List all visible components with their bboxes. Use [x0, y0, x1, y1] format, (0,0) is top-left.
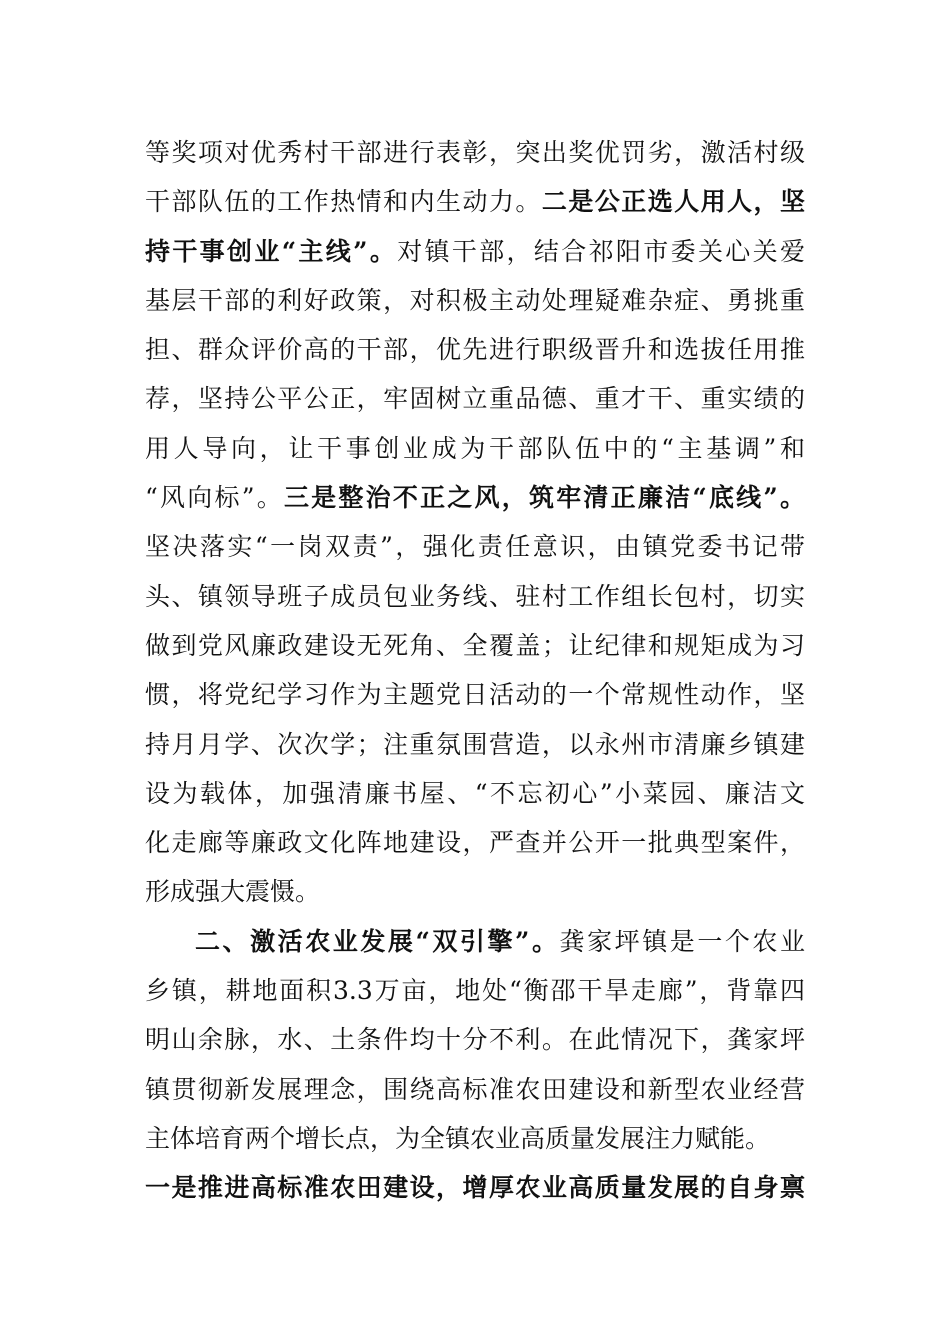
text-segment: 镇贯彻新发展理念，围绕高标准农田建设和新型农业经营	[145, 1074, 805, 1104]
text-segment: 荐，坚持公平公正，牢固树立重品德、重才干、重实绩的	[145, 384, 805, 414]
text-line	[145, 867, 805, 916]
text-line	[145, 1065, 805, 1114]
text-line	[145, 424, 805, 473]
text-line	[145, 720, 805, 769]
document-body	[145, 128, 805, 1213]
text-line	[145, 572, 805, 621]
text-segment: 惯，将党纪学习作为主题党日活动的一个常规性动作，坚	[145, 680, 805, 710]
bold-text-segment: 一是推进高标准农田建设，增厚农业高质量发展的自身禀	[145, 1173, 805, 1203]
text-segment: 龚家坪镇是一个农业	[559, 926, 805, 956]
text-line	[145, 818, 805, 867]
text-line	[145, 374, 805, 423]
text-line	[145, 1015, 805, 1064]
text-segment: 明山余脉，水、土条件均十分不利。在此情况下，龚家坪	[145, 1025, 805, 1055]
text-line	[145, 227, 805, 276]
text-segment: 对镇干部，结合祁阳市委关心关爱	[397, 236, 805, 266]
text-segment: 主体培育两个增长点，为全镇农业高质量发展注力赋能。	[145, 1123, 771, 1153]
text-segment: “风向标”。	[145, 483, 284, 513]
text-segment: 形成强大震慑。	[145, 877, 321, 907]
text-segment: 做到党风廉政建设无死角、全覆盖；让纪律和规矩成为习	[145, 630, 805, 660]
text-segment: 等奖项对优秀村干部进行表彰，突出奖优罚劣，激活村级	[145, 138, 805, 167]
text-line	[145, 276, 805, 325]
text-segment: 乡镇，耕地面积3.3万亩，地处“衡邵干旱走廊”，背靠四	[145, 976, 805, 1006]
text-segment: 持月月学、次次学；注重氛围营造，以永州市清廉乡镇建	[145, 729, 805, 759]
text-line	[145, 966, 805, 1015]
text-segment: 用人导向，让干事创业成为干部队伍中的“主基调”和	[145, 433, 805, 463]
text-segment: 基层干部的利好政策，对积极主动处理疑难杂症、勇挑重	[145, 285, 805, 315]
text-line	[145, 670, 805, 719]
text-line	[145, 325, 805, 374]
bold-text-segment: 持干事创业“主线”。	[145, 236, 398, 266]
text-segment: 坚决落实“一岗双责”，强化责任意识，由镇党委书记带	[145, 532, 805, 562]
text-line	[145, 1163, 805, 1212]
text-segment: 干部队伍的工作热情和内生动力。	[145, 187, 542, 217]
bold-text-segment: 三是整治不正之风，筑牢清正廉洁“底线”。	[283, 483, 806, 513]
bold-text-segment: 二、激活农业发展“双引擎”。	[195, 926, 560, 956]
text-line	[145, 917, 805, 966]
text-line	[145, 177, 805, 226]
text-segment: 化走廊等廉政文化阵地建设，严查并公开一批典型案件，	[145, 828, 805, 858]
text-segment: 担、群众评价高的干部，优先进行职级晋升和选拔任用推	[145, 335, 805, 365]
text-segment: 设为载体，加强清廉书屋、“不忘初心”小菜园、廉洁文	[145, 778, 805, 808]
text-line	[145, 621, 805, 670]
bold-text-segment: 二是公正选人用人，坚	[541, 187, 805, 217]
text-segment: 头、镇领导班子成员包业务线、驻村工作组长包村，切实	[145, 581, 805, 611]
text-line	[145, 128, 805, 177]
text-line	[145, 473, 805, 522]
text-line	[145, 522, 805, 571]
text-line	[145, 769, 805, 818]
text-line	[145, 1114, 805, 1163]
